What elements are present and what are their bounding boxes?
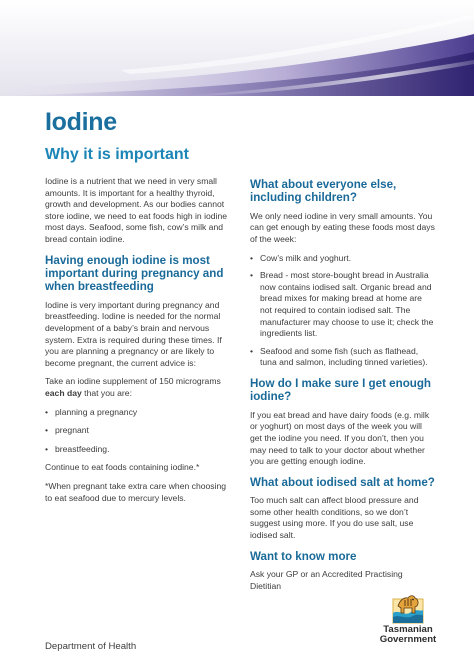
bullet-icon: • [250,270,254,281]
list-item [45,425,230,437]
list-item-text: pregnant [55,425,89,436]
iodised-salt-paragraph: Too much salt can affect blood pressure and some other health conditions, so we don’t suggest using more. If you do use salt, use iodised salt. [250,495,419,540]
left-column [45,176,230,511]
bullet-icon: • [250,252,254,263]
list-item [250,270,436,340]
pregnancy-paragraph: Iodine is very important during pregnancy and breastfeeding. Iodine is needed for the normal development of a baby’s brain and nervous system. Extra is required during these times. If you are planning a pregnancy or are likely to become pregnant, the current advice is: [45,299,222,368]
situations-list [45,407,230,456]
supplement-paragraph [45,376,230,399]
continue-paragraph: Continue to eat foods containing iodine.* [45,462,200,473]
page-title: Iodine [45,108,117,136]
know-more-heading: Want to know more [250,549,357,563]
list-item [250,253,436,265]
right-column [250,178,436,599]
everyone-heading: What about everyone else, including children? [250,178,397,205]
list-item [250,346,436,369]
header-banner [0,0,474,96]
list-item [45,407,230,419]
tasmanian-government-logo [376,591,440,653]
bullet-icon: • [45,443,49,454]
page-subtitle: Why it is important [45,146,189,163]
list-item [45,444,230,456]
list-item-text: Seafood and some fish (such as flathead, tuna and salmon, including tinned varieties). [260,345,428,368]
supplement-text-end: that you are: [81,387,132,398]
know-more-paragraph: Ask your GP or an Accredited Practising Dietitian [250,568,403,591]
enough-iodine-heading: How do I make sure I get enough iodine? [250,376,432,404]
tasmanian-tiger-emblem-icon [391,591,425,625]
government-name-line1: Tasmanian [383,624,433,635]
list-item-text: Bread - most store-bought bread in Australia now contains iodised salt. Organic bread and bread mixes for making bread at home are not required to contain iodised salt. The manufacturer may choose to use it; check the ingredients list. [260,270,434,339]
bullet-icon: • [250,345,254,356]
enough-iodine-paragraph: If you eat bread and have dairy foods (e.g. milk or yoghurt) on most days of the week you will get the iodine you need. If you don’t, then you may need to talk to your doctor about whether you are getting enough iodine. [250,409,430,467]
banner-swoosh-graphic [0,0,474,96]
bullet-icon: • [45,425,49,436]
department-name: Department of Health [45,641,137,652]
supplement-emphasis: each day [45,387,82,398]
list-item-text: planning a pregnancy [55,406,138,417]
government-name-line2: Government [379,634,437,645]
everyone-paragraph: We only need iodine in very small amounts. You can get enough by eating these foods most days of the week: [250,210,435,244]
iodised-salt-heading: What about iodised salt at home? [250,475,435,489]
foods-list [250,253,436,369]
bullet-icon: • [45,406,49,417]
intro-paragraph: Iodine is a nutrient that we need in very small amounts. It is important for a healthy thyroid, growth and development. As our bodies cannot store iodine, we need to eat foods high in iodine most days. Seafood, some fish, cow’s milk and bread contain iodine. [45,176,228,244]
list-item-text: breastfeeding. [55,443,110,454]
supplement-text-start: Take an iodine supplement of 150 micrograms [45,376,221,387]
mercury-footnote: *When pregnant take extra care when choosing to eat seafood due to mercury levels. [45,480,227,503]
pregnancy-heading: Having enough iodine is most important during pregnancy and when breastfeeding [45,253,224,294]
list-item-text: Cow’s milk and yoghurt. [260,252,352,263]
